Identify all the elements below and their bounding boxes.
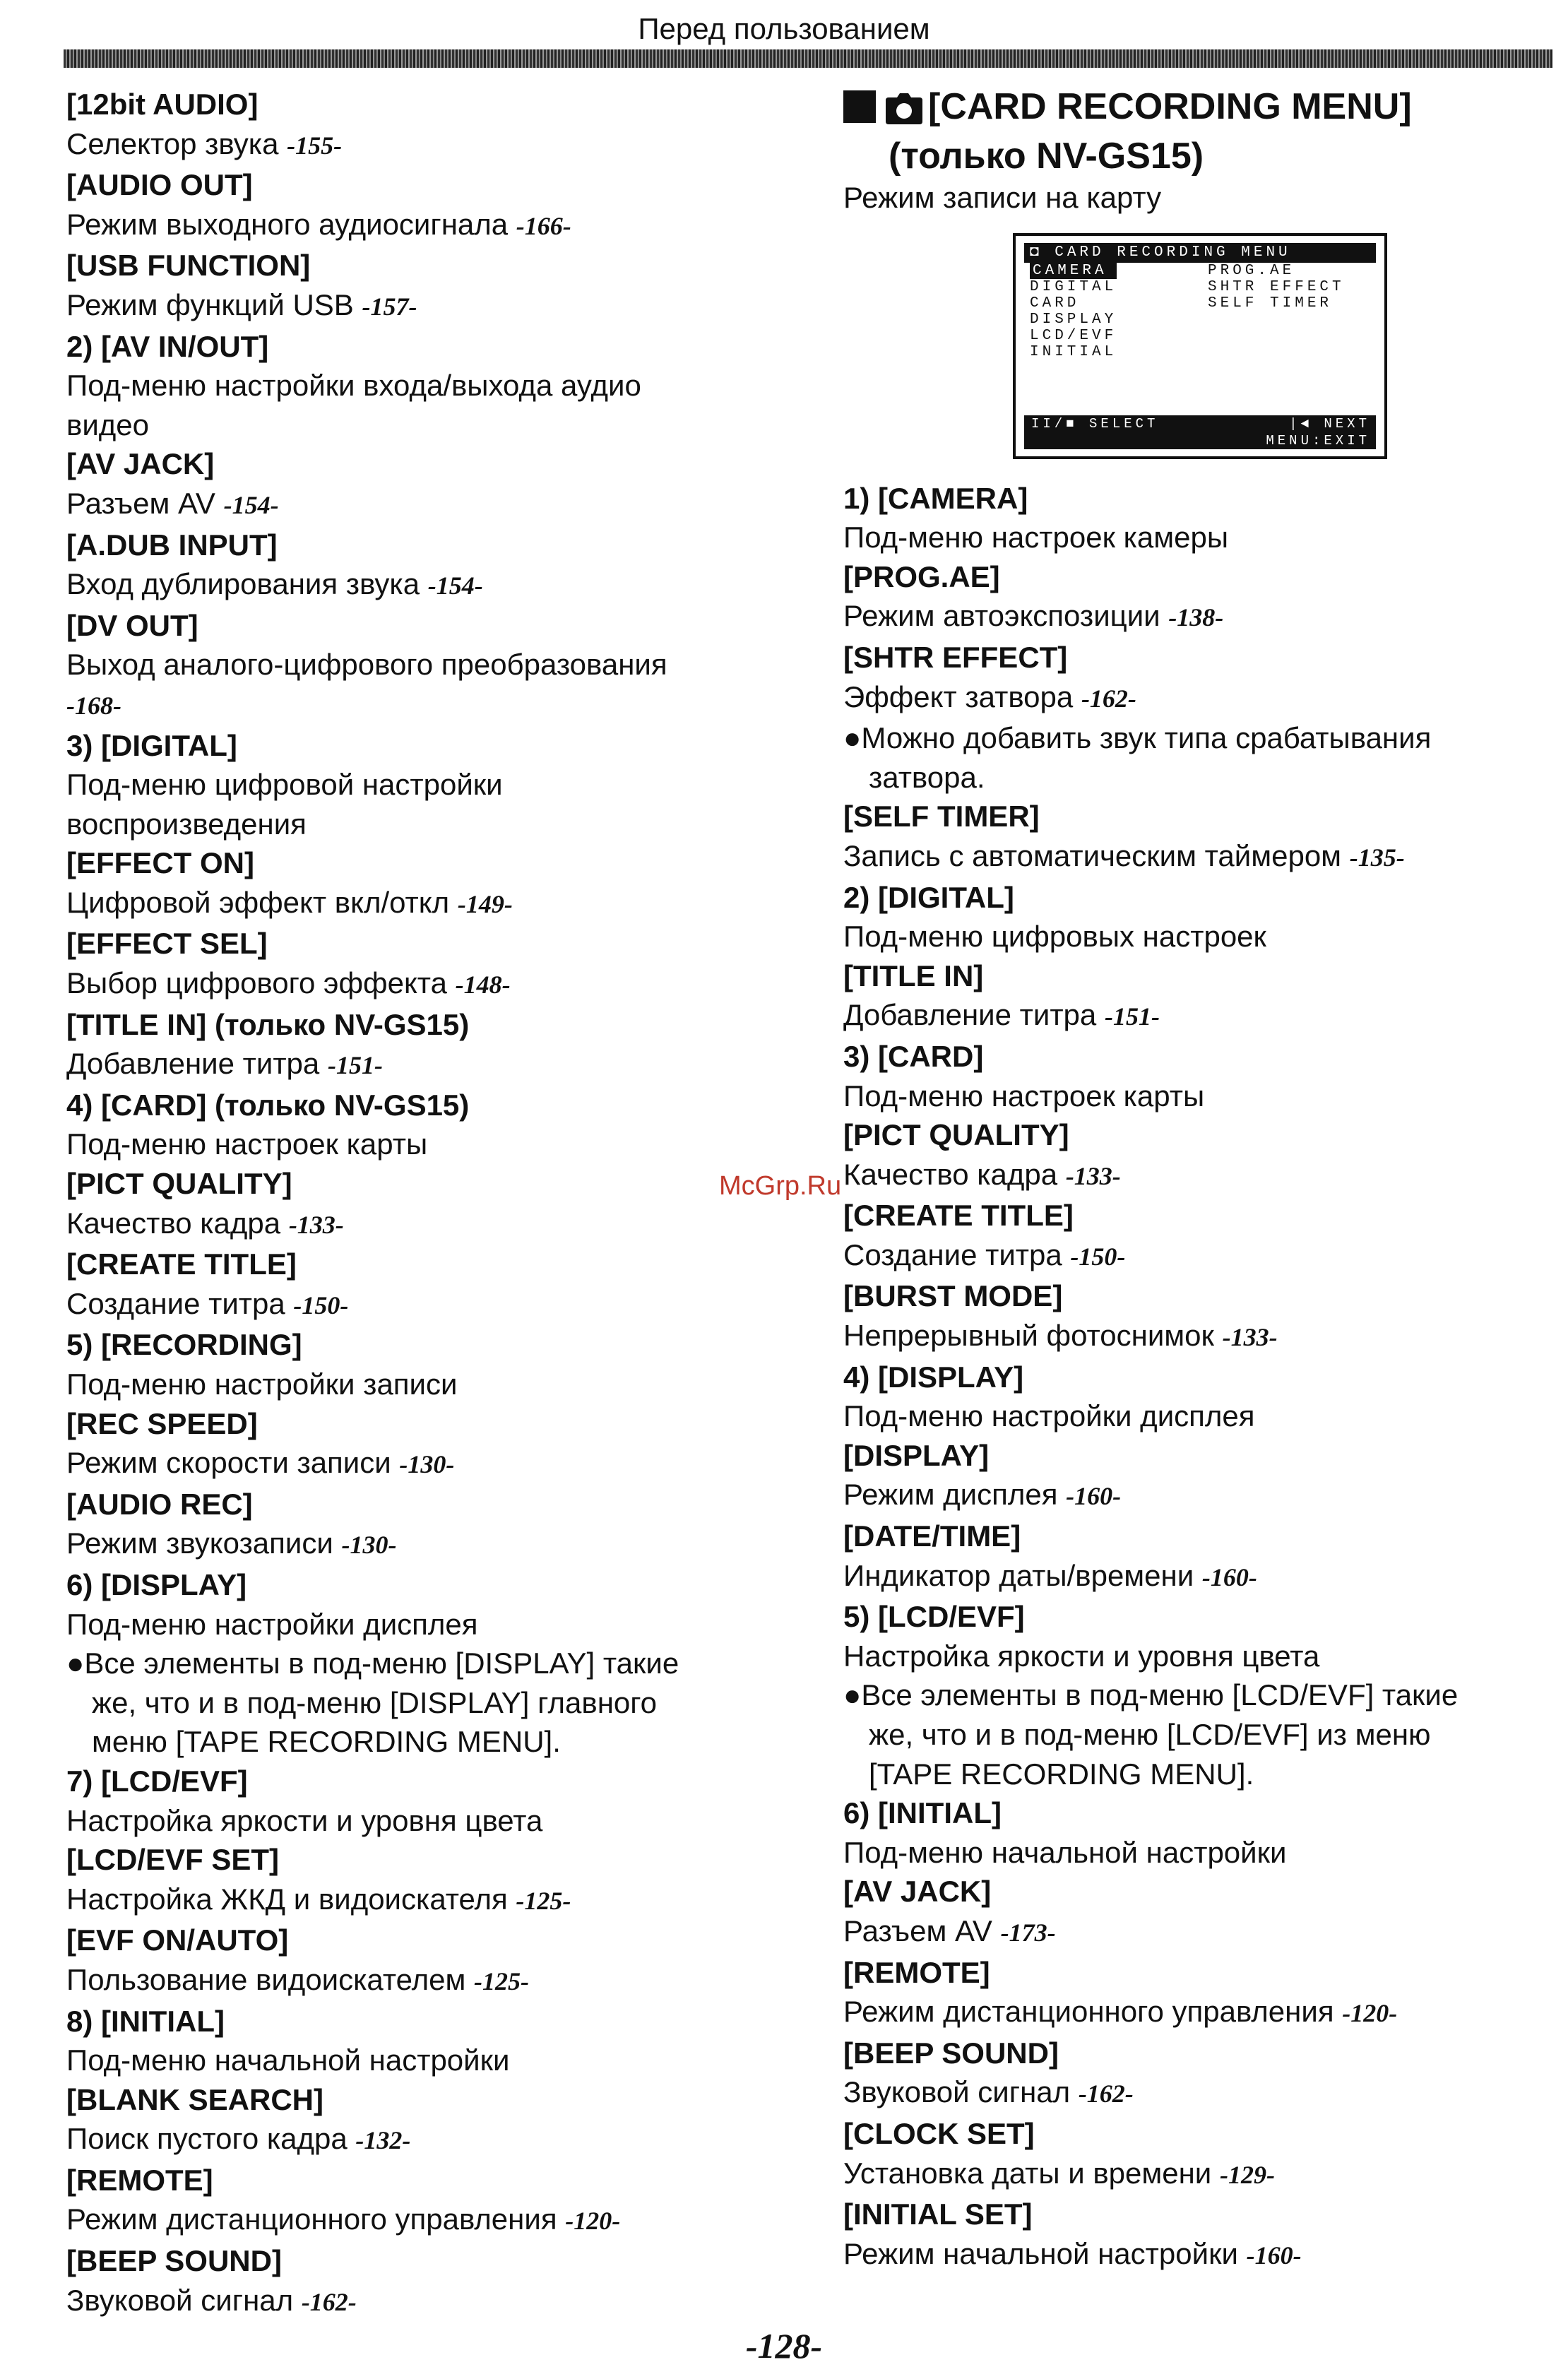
option-description: Под-меню настроек карты (843, 1079, 1205, 1113)
menu-option: [TITLE IN] (только NV-GS15) (66, 1007, 470, 1041)
page-number: -128- (745, 2326, 823, 2366)
menu-heading: 2) [AV IN/OUT] (66, 329, 269, 363)
menu-option: [REMOTE] (66, 2163, 213, 2197)
menu-option: [A.DUB INPUT] (66, 528, 278, 562)
menu-option: [PICT QUALITY] (843, 1118, 1069, 1152)
option-description: видео (66, 408, 149, 441)
menu-option: [INITIAL SET] (843, 2197, 1033, 2231)
option-description: Селектор звука -155- (66, 126, 343, 160)
menu-option: [SELF TIMER] (843, 800, 1040, 833)
page-reference: -151- (1104, 1002, 1160, 1031)
option-description: воспроизведения (66, 807, 307, 841)
option-description: Пользование видоискателем -125- (66, 1962, 529, 1996)
option-description: Выход аналого-цифрового преобразования (66, 648, 667, 682)
menu-option: [AUDIO REC] (66, 1487, 253, 1521)
menu-heading: 3) [CARD] (843, 1039, 984, 1073)
menu-heading: 3) [DIGITAL] (66, 728, 237, 762)
menu-heading: 2) [DIGITAL] (843, 880, 1014, 914)
option-description: Цифровой эффект вкл/откл -149- (66, 885, 513, 919)
option-description: Выбор цифрового эффекта -148- (66, 966, 511, 1000)
option-description: Непрерывный фотоснимок -133- (843, 1319, 1278, 1353)
black-square-icon (843, 90, 876, 123)
menu-heading: 4) [CARD] (только NV-GS15) (66, 1088, 470, 1122)
page-reference: -160- (1246, 2241, 1302, 2270)
option-description: Под-меню цифровых настроек (843, 920, 1266, 954)
menu-option: [BURST MODE] (843, 1279, 1063, 1313)
page-reference: -150- (1070, 1242, 1126, 1271)
menu-option: [DISPLAY] (843, 1438, 990, 1472)
menu-screen-item: DISPLAY (1030, 311, 1117, 328)
menu-option: [12bit AUDIO] (66, 88, 259, 121)
option-description: Запись с автоматическим таймером -135- (843, 838, 1405, 872)
menu-heading: 5) [LCD/EVF] (843, 1600, 1025, 1634)
menu-heading: 6) [DISPLAY] (66, 1567, 247, 1601)
menu-screen-subitem: SHTR EFFECT (1208, 278, 1345, 295)
page-reference: -162- (301, 2287, 357, 2316)
option-description: Качество кадра -133- (843, 1157, 1121, 1191)
option-description: Качество кадра -133- (66, 1206, 344, 1240)
menu-option: [DATE/TIME] (843, 1519, 1021, 1553)
option-description: Поиск пустого кадра -132- (66, 2122, 411, 2156)
page-reference: -162- (1081, 684, 1136, 713)
page-reference: -133- (1065, 1161, 1121, 1190)
menu-option: [REMOTE] (843, 1955, 990, 1989)
page-reference: -130- (399, 1450, 455, 1479)
bullet-note: ●Все элементы в под-меню [LCD/EVF] такие (843, 1678, 1459, 1712)
page-reference: -157- (362, 292, 417, 321)
option-description: Эффект затвора -162- (843, 680, 1136, 713)
menu-option: [AV JACK] (843, 1875, 992, 1909)
option-description: Под-меню начальной настройки (843, 1835, 1287, 1869)
menu-option: [EVF ON/AUTO] (66, 1923, 289, 1957)
option-description: Настройка яркости и уровня цвета (843, 1639, 1320, 1673)
menu-screen-subitem: PROG.AE (1208, 262, 1295, 279)
option-description: Режим функций USB -157- (66, 287, 417, 321)
section-title-line1: [CARD RECORDING MENU] (928, 86, 1412, 127)
option-description: Под-меню цифровой настройки (66, 768, 503, 802)
menu-screen-subitem: SELF TIMER (1208, 295, 1333, 312)
option-description: Режим звукозаписи -130- (66, 1526, 397, 1560)
page-header-title: Перед пользованием (638, 12, 930, 45)
option-description: Под-меню настройки дисплея (66, 1607, 478, 1641)
menu-screen-left-list (1030, 263, 1117, 360)
page-reference: -148- (455, 971, 511, 999)
camera-icon (886, 90, 922, 134)
option-description: Под-меню настроек карты (66, 1127, 428, 1161)
page-reference: -155- (287, 131, 343, 160)
option-description: Звуковой сигнал -162- (843, 2075, 1134, 2109)
page-reference: -160- (1201, 1562, 1257, 1591)
menu-option: [PICT QUALITY] (66, 1167, 292, 1201)
page-reference: -120- (1342, 1999, 1398, 2028)
menu-screen-item: CAMERA (1030, 263, 1117, 279)
menu-option: [LCD/EVF SET] (66, 1843, 279, 1877)
menu-screen (1013, 233, 1387, 459)
menu-screen-title: ◘ CARD RECORDING MENU (1024, 243, 1376, 263)
menu-heading: 5) [RECORDING] (66, 1328, 302, 1362)
menu-screen-item: LCD/EVF (1030, 327, 1117, 344)
page-reference: -168- (66, 691, 121, 720)
menu-heading: 6) [INITIAL] (843, 1796, 1002, 1830)
bullet-note: меню [TAPE RECORDING MENU]. (92, 1725, 561, 1759)
menu-option: [AUDIO OUT] (66, 168, 253, 202)
option-description: Звуковой сигнал -162- (66, 2283, 357, 2317)
menu-option: [USB FUNCTION] (66, 249, 311, 283)
page-reference: -129- (1219, 2160, 1275, 2189)
option-description: Под-меню настройки входа/выхода аудио (66, 369, 641, 403)
page-reference: -166- (516, 211, 571, 240)
menu-option: [BLANK SEARCH] (66, 2082, 323, 2116)
page-reference: -154- (427, 571, 483, 600)
option-description: Под-меню настройки записи (66, 1368, 458, 1401)
watermark: McGrp.Ru (719, 1171, 842, 1201)
page-reference: -162- (1078, 2080, 1134, 2108)
page-reference: -125- (516, 1886, 571, 1915)
section-title (843, 85, 1543, 178)
menu-option: [AV JACK] (66, 447, 215, 481)
page-reference: -125- (474, 1966, 529, 1995)
option-description: Режим скорости записи -130- (66, 1446, 455, 1480)
menu-screen-right-list (1208, 263, 1345, 312)
bullet-note: же, что и в под-меню [DISPLAY] главного (92, 1685, 658, 1719)
option-description: Под-меню начальной настройки (66, 2043, 510, 2077)
page-reference: -135- (1349, 843, 1405, 872)
menu-option: [CREATE TITLE] (66, 1247, 297, 1281)
menu-screen-item: INITIAL (1030, 343, 1117, 360)
menu-option: [CLOCK SET] (843, 2116, 1035, 2150)
menu-heading: 7) [LCD/EVF] (66, 1764, 248, 1798)
header-rule (64, 49, 1552, 68)
option-description: Режим дисплея -160- (843, 1478, 1122, 1512)
option-description: Индикатор даты/времени -160- (843, 1558, 1257, 1592)
menu-screen-footer (1024, 415, 1376, 449)
option-description (66, 684, 780, 726)
menu-option: [REC SPEED] (66, 1406, 258, 1440)
option-description: Режим автоэкспозиции -138- (843, 599, 1224, 633)
menu-option: [EFFECT ON] (66, 846, 254, 880)
section-subtitle: Режим записи на карту (843, 181, 1162, 214)
option-description: Под-меню настройки дисплея (843, 1399, 1255, 1433)
page-reference: -150- (293, 1291, 349, 1319)
page-reference: -151- (327, 1051, 383, 1080)
menu-screen-nav-hint: |◄ NEXT MENU:EXIT (1266, 415, 1370, 449)
option-description: Режим начальной настройки -160- (843, 2236, 1302, 2270)
menu-screen-select-hint: II/■ SELECT (1031, 415, 1159, 432)
option-description: Настройка яркости и уровня цвета (66, 1803, 543, 1837)
bullet-note: затвора. (869, 760, 985, 794)
menu-option: [BEEP SOUND] (66, 2244, 282, 2278)
menu-screen-item: DIGITAL (1030, 278, 1117, 295)
bullet-note: же, что и в под-меню [LCD/EVF] из меню (869, 1718, 1431, 1751)
option-description: Вход дублирования звука -154- (66, 567, 483, 601)
right-item-list (843, 479, 1543, 2276)
left-column (66, 85, 780, 2322)
menu-option: [EFFECT SEL] (66, 927, 268, 961)
option-description: Установка даты и времени -129- (843, 2156, 1275, 2190)
menu-screen-item: CARD (1030, 295, 1080, 312)
option-description: Разъем AV -154- (66, 486, 279, 520)
menu-heading: 1) [CAMERA] (843, 481, 1028, 515)
page-reference: -120- (565, 2207, 621, 2236)
page-reference: -133- (1222, 1323, 1278, 1352)
page-reference: -138- (1168, 603, 1224, 632)
page-reference: -132- (355, 2126, 411, 2155)
menu-heading: 8) [INITIAL] (66, 2004, 225, 2038)
right-column (843, 85, 1543, 2275)
page-reference: -130- (341, 1531, 397, 1560)
page-reference: -160- (1066, 1482, 1122, 1511)
bullet-note: ●Можно добавить звук типа срабатывания (843, 721, 1432, 755)
option-description: Режим дистанционного управления -120- (843, 1995, 1398, 2029)
menu-option: [TITLE IN] (843, 959, 984, 992)
option-description: Добавление титра -151- (66, 1047, 383, 1081)
page-reference: -133- (288, 1210, 344, 1239)
section-title-line2: (только NV-GS15) (889, 136, 1204, 177)
menu-option: [BEEP SOUND] (843, 2036, 1059, 2070)
option-description: Добавление титра -151- (843, 998, 1160, 1032)
menu-option: [DV OUT] (66, 608, 198, 642)
menu-option: [PROG.AE] (843, 559, 1000, 593)
page-reference: -154- (223, 490, 279, 519)
option-description: Создание титра -150- (843, 1238, 1126, 1271)
menu-option: [SHTR EFFECT] (843, 640, 1068, 674)
page-reference: -149- (457, 889, 513, 918)
bullet-note: ●Все элементы в под-меню [DISPLAY] такие (66, 1647, 679, 1680)
option-description: Режим выходного аудиосигнала -166- (66, 207, 571, 241)
option-description: Под-меню настроек камеры (843, 521, 1229, 554)
option-description: Режим дистанционного управления -120- (66, 2202, 621, 2236)
option-description: Разъем AV -173- (843, 1914, 1056, 1947)
page-reference: -173- (1000, 1918, 1056, 1947)
bullet-note: [TAPE RECORDING MENU]. (869, 1757, 1254, 1791)
menu-option: [CREATE TITLE] (843, 1199, 1074, 1233)
option-description: Создание титра -150- (66, 1286, 349, 1320)
option-description: Настройка ЖКД и видоискателя -125- (66, 1882, 571, 1916)
menu-heading: 4) [DISPLAY] (843, 1360, 1024, 1394)
